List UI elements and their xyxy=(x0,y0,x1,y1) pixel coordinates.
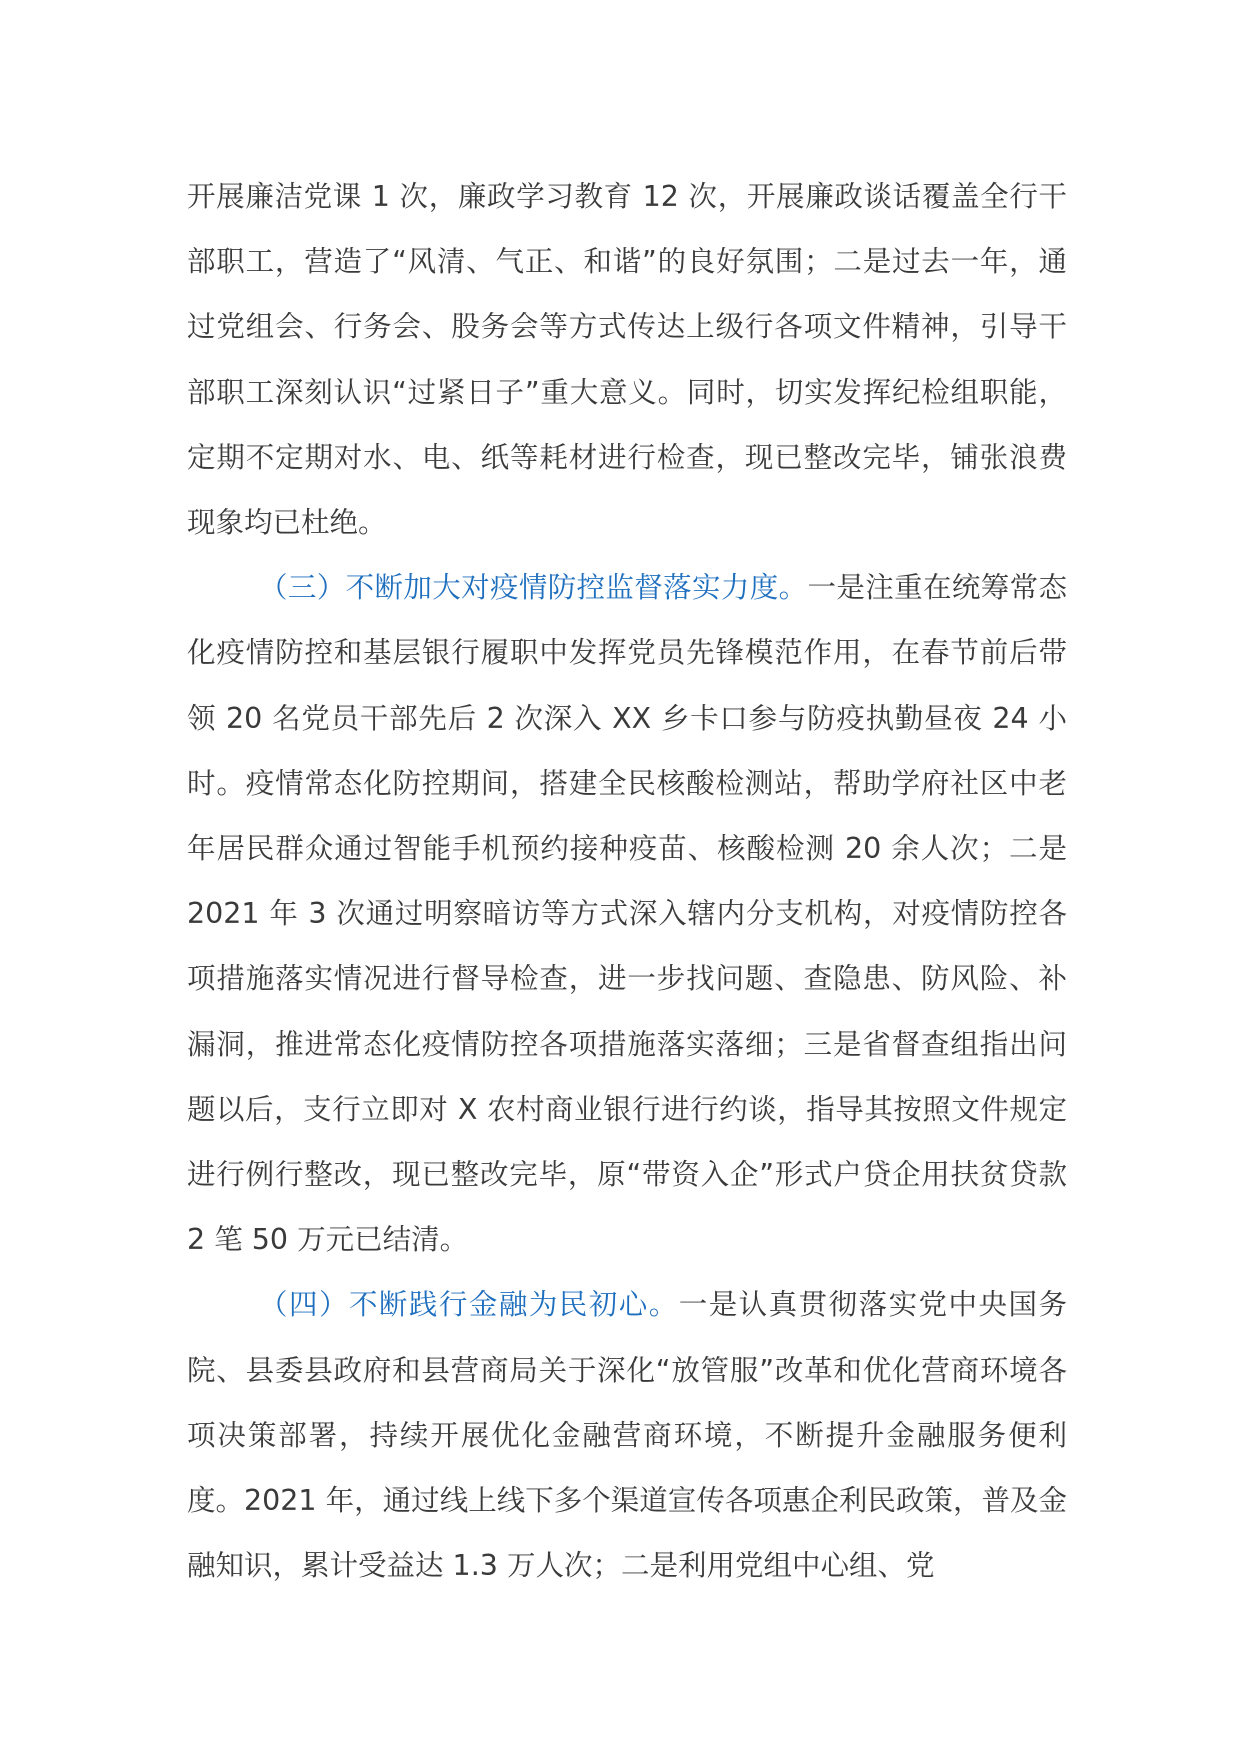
document-body xyxy=(187,164,1067,1598)
paragraph-text: 一是认真贯彻落实党中央国务院、县委县政府和县营商局关于深化“放管服”改革和优化营商环境各项决策部署，持续开展优化金融营商环境，不断提升金融服务便利度。2021 年，通过线上线下多个渠道宣传各项惠企利民政策，普及金融知识，累计受益达 1.3 万人次；二是利用党组中心组、党 xyxy=(187,1288,1067,1583)
paragraph-text: 开展廉洁党课 1 次，廉政学习教育 12 次，开展廉政谈话覆盖全行干部职工，营造了“风清、气正、和谐”的良好氛围；二是过去一年，通过党组会、行务会、股务会等方式传达上级行各项文件精神，引导干部职工深刻认识“过紧日子”重大意义。同时，切实发挥纪检组职能，定期不定期对水、电、纸等耗材进行检查，现已整改完毕，铺张浪费现象均已杜绝。 xyxy=(187,180,1067,540)
paragraph-section-4 xyxy=(187,1272,1067,1598)
paragraph-text: 一是注重在统筹常态化疫情防控和基层银行履职中发挥党员先锋模范作用，在春节前后带领 20 名党员干部先后 2 次深入 XX 乡卡口参与防疫执勤昼夜 24 小时。疫情常态化防控期间，搭建全民核酸检测站，帮助学府社区中老年居民群众通过智能手机预约接种疫苗、核酸检测 20 余人次；二是 2021 年 3 次通过明察暗访等方式深入辖内分支机构，对疫情防控各项措施落实情况进行督导检查，进一步找问题、查隐患、防风险、补漏洞，推进常态化疫情防控各项措施落实落细；三是省督查组指出问题以后，支行立即对 X 农村商业银行进行约谈，指导其按照文件规定进行例行整改，现已整改完毕，原“带资入企”形式户贷企用扶贫贷款 2 笔 50 万元已结清。 xyxy=(187,571,1067,1257)
section-heading: （四）不断践行金融为民初心。 xyxy=(259,1288,679,1322)
section-heading: （三）不断加大对疫情防控监督落实力度。 xyxy=(259,571,808,605)
paragraph-continuation xyxy=(187,164,1067,555)
paragraph-section-3 xyxy=(187,555,1067,1272)
